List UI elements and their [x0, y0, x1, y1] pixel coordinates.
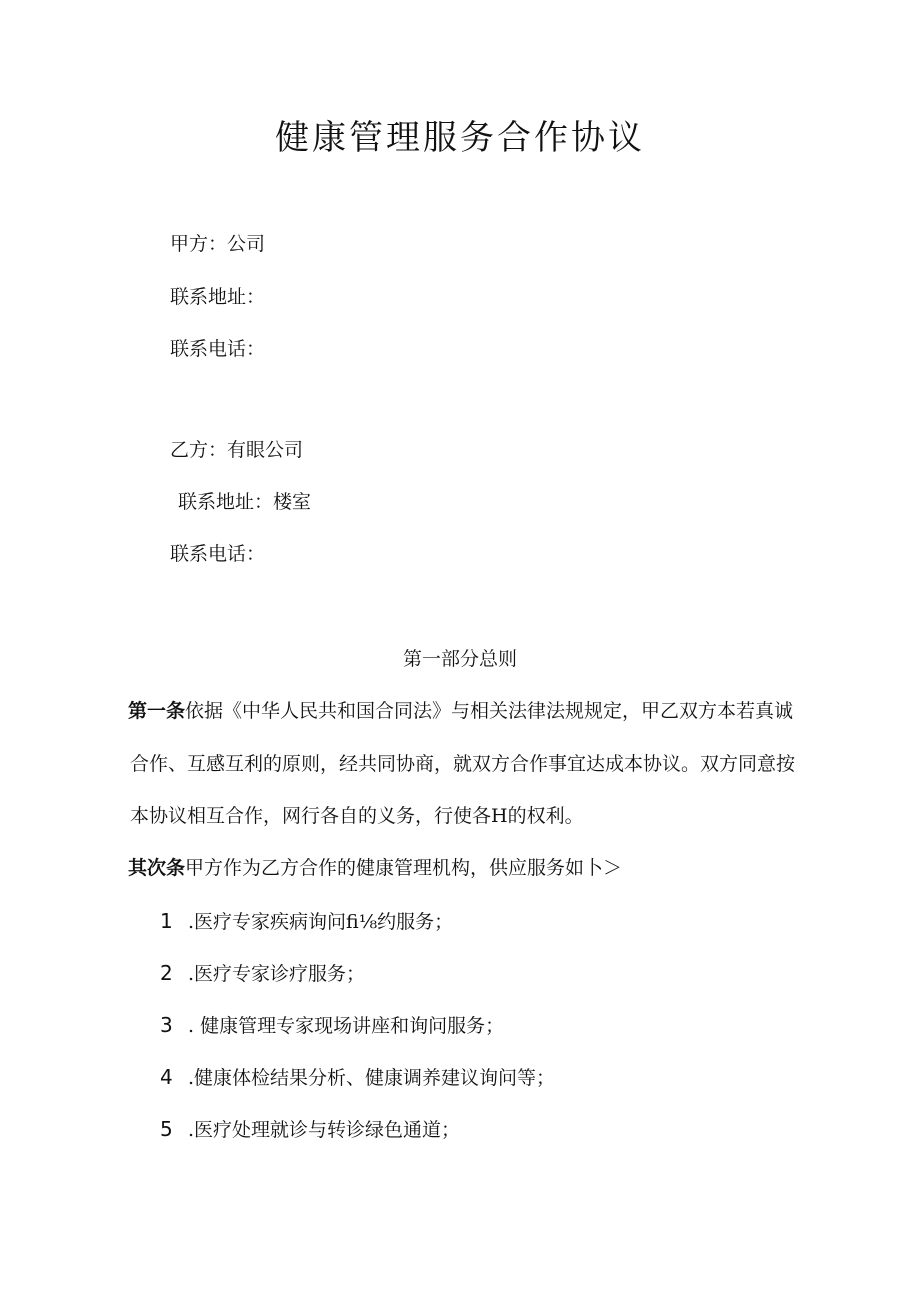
service-text: .医疗专家诊疗服务； [188, 963, 366, 985]
party-b-name: 乙方：有眼公司 [170, 439, 304, 461]
service-item-1 [160, 909, 453, 934]
service-number: 3 [160, 1013, 173, 1037]
party-a-phone: 联系电话： [170, 338, 266, 360]
article-2-label: 其次条 [128, 857, 186, 879]
service-text: .医疗专家疾病询问fi⅛约服务； [188, 911, 454, 933]
service-number: 1 [160, 909, 173, 933]
article-1-line-2: 合作、互感互利的原则，经共同协商，就双方合作事宜达成本协议。双方同意按 [130, 753, 796, 775]
article-1-line-3: 本协议相互合作，网行各自的义务，行使各H的权利。 [130, 805, 584, 827]
party-b-phone: 联系电话： [170, 543, 266, 565]
article-1-line-1 [128, 699, 793, 723]
service-item-3 [160, 1013, 504, 1038]
article-1-label: 第一条 [128, 700, 186, 722]
document-title: 健康管理服务合作协议 [275, 118, 645, 158]
party-b-address: 联系地址：楼室 [178, 491, 312, 513]
article-2-text-1: 甲方作为乙方合作的健康管理机构，供应服务如卜＞ [185, 857, 623, 879]
service-item-5 [160, 1117, 460, 1142]
service-item-4 [160, 1065, 555, 1090]
party-a-name: 甲方：公司 [170, 233, 266, 255]
service-text: .医疗处理就诊与转诊绿色通道； [188, 1119, 461, 1141]
service-number: 4 [160, 1065, 173, 1089]
service-number: 5 [160, 1117, 173, 1141]
section-heading: 第一部分总则 [402, 648, 517, 670]
article-1-text-1: 依据《中华人民共和国合同法》与相关法律法规规定，甲乙双方本若真诚 [185, 700, 794, 722]
party-a-address: 联系地址： [170, 286, 266, 308]
service-text: . 健康管理专家现场讲座和询问服务； [188, 1015, 505, 1037]
service-text: .健康体检结果分析、健康调养建议询问等； [188, 1067, 556, 1089]
service-number: 2 [160, 961, 173, 985]
service-item-2 [160, 961, 365, 986]
article-2-line-1 [128, 856, 622, 880]
